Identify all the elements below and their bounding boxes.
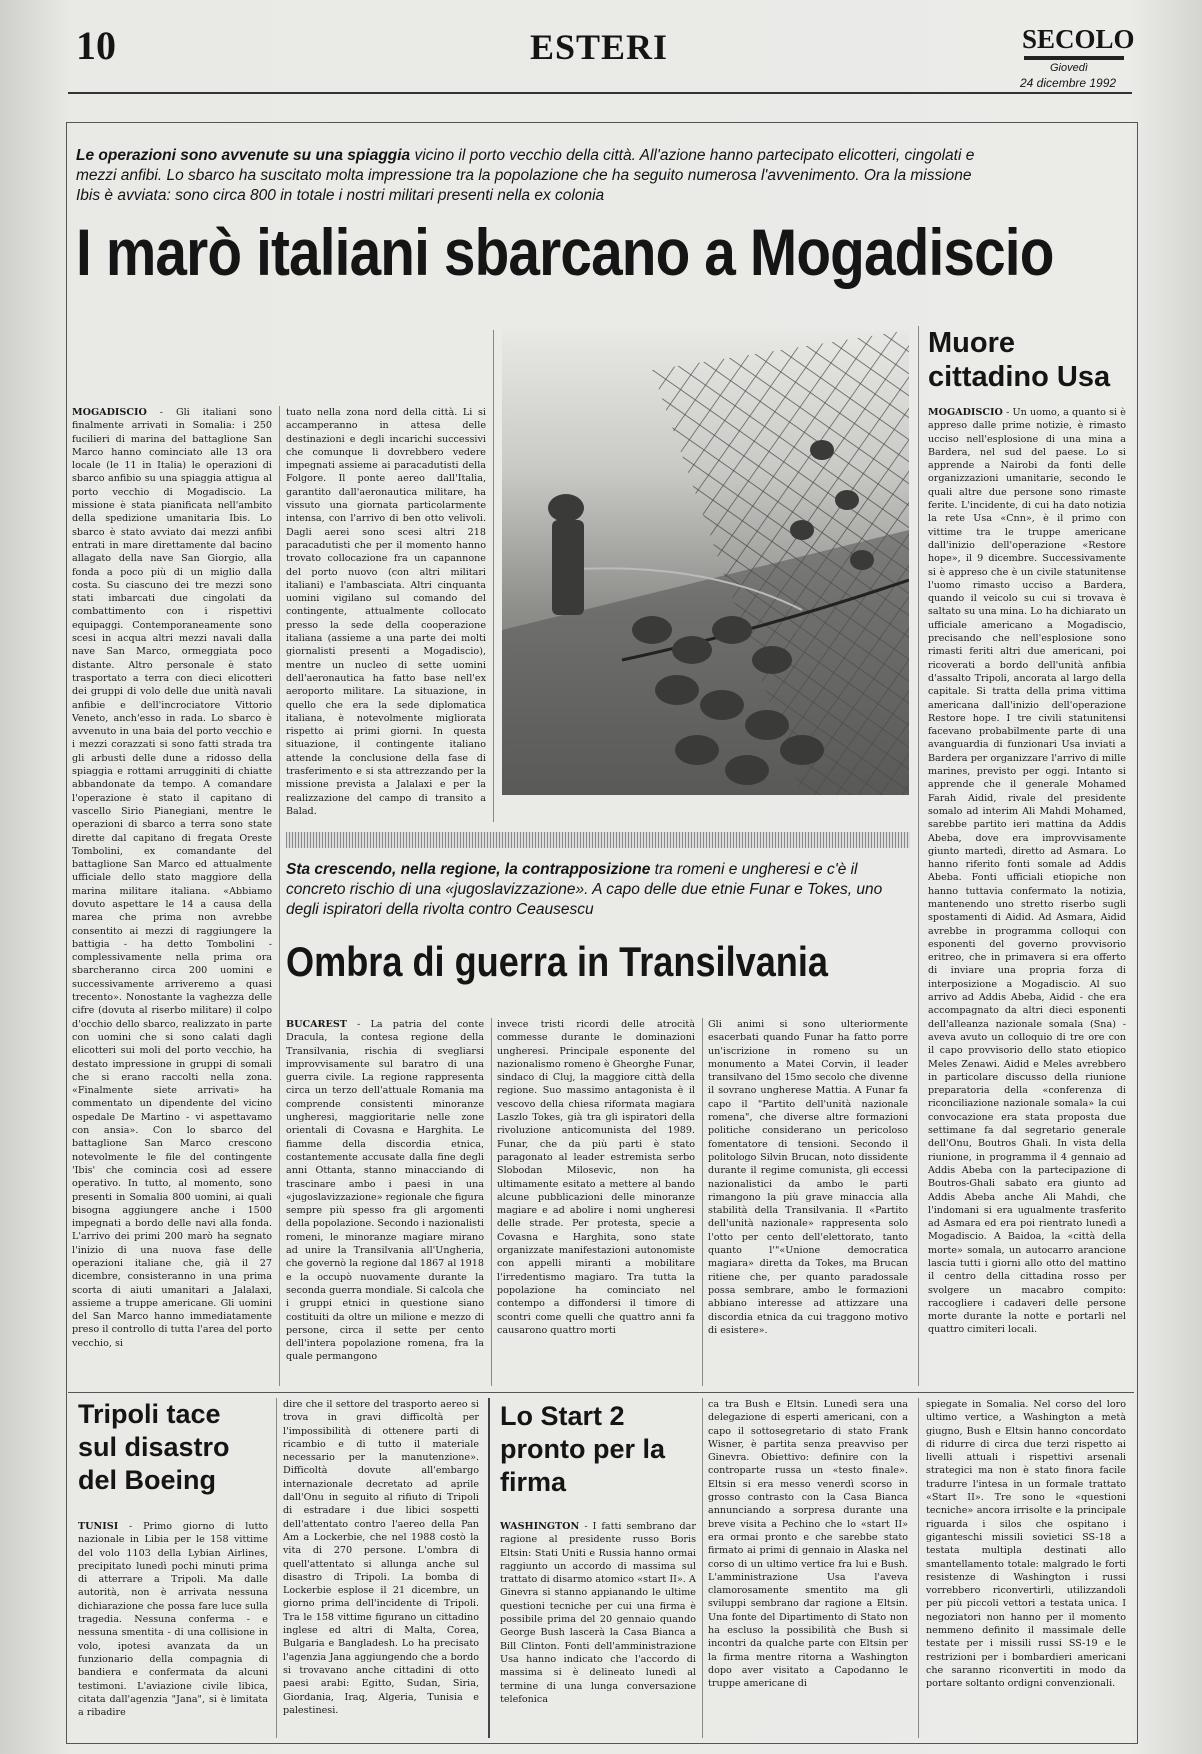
transylvania-column-1-text: - La patria del conte Dracula, la contesa regione della Transilvania, rischia di svegliarsi improvvisamente sul baratro di una guerra civile. La regione rappresenta circa un terzo dell'attuale Romania ma comprende consistenti minoranze ungheresi, maggioritarie nelle zone orientali di Covasna e Harghita. Le fiamme della discordia etnica, costantemente accusate dalla fine degli anni Ottanta, stanno minacciando di trascinare ambo i paesi in una «jugoslavizzazione» regionale che figura sempre più spesso fra gli argomenti della popolazione. Secondo i nazionalisti romeni, le minoranze magiare mirano ad unire la Transilvania all'Ungheria, che governò la regione dal 1867 al 1918 e la occupò nuovamente durante la seconda guerra mondiale. Si calcola che i gruppi etnici in questione siano costituiti da oltre un milione e mezzo di persone, circa il sette per cento dell'intera popolazione romena, fra la quale permangono <box>286 1019 484 1363</box>
lead-kicker-bold: Le operazioni sono avvenute su una spiaggia <box>76 147 411 164</box>
sidebar-usa-headline: Muore cittadino Usa <box>928 327 1111 393</box>
transylvania-column-2 <box>497 1018 695 1386</box>
transylvania-kicker <box>286 860 906 920</box>
lead-headline: I marò italiani sbarcano a Mogadiscio <box>76 215 1054 289</box>
decorative-stripe <box>286 832 910 848</box>
transylvania-kicker-rest: tra romeni e ungheresi e c'è il concreto rischio di una «jugoslavizzazione». A capo delle due etnie Funar e Tokes, uno degli ispiratori della rivolta contro Ceausescu <box>286 861 883 918</box>
issue-weekday: Giovedì <box>1050 62 1088 74</box>
start2-column-3-text: spiegate in Somalia. Nel corso del loro ultimo vertice, a Washington a metà giugno, Bush e Eltsin hanno concordato di ridurre di circa due terzi rispetto ai livelli attuali i rispettivi arsenali strategici ma non è stato finora facile tradurre l'intesa in un formale trattato «Start II». Tre sono le «questioni tecniche» ancora irrisolte e la principale riguarda i silos che ospitano i giganteschi missili sovietici SS-18 a testata multipla destinati allo smantellamento totale: malgrado le forti resistenze di Washington i russi vorrebbero riconvertirli, utilizzandoli per più piccoli vettori a testata unica. I negoziatori non hanno per il momento nemmeno definito il massimale delle testate per i missili russi SS-19 e le restrizioni per i bombardieri americani che saranno riconvertiti in modo da portare soltanto ordigni convenzionali. <box>926 1399 1126 1690</box>
start2-column-2 <box>708 1398 908 1738</box>
issue-date: 24 dicembre 1992 <box>1020 76 1117 90</box>
tripoli-headline: Tripoli tace sul disastro del Boeing <box>78 1399 230 1495</box>
tripoli-dateline: TUNISI <box>78 1521 119 1532</box>
lead-kicker <box>76 146 996 206</box>
masthead-logo: SECOLO <box>1022 24 1135 54</box>
transylvania-headline: Ombra di guerra in Transilvania <box>286 938 828 985</box>
start2-dateline: WASHINGTON <box>500 1521 580 1532</box>
tripoli-column-2 <box>283 1398 479 1738</box>
transylvania-dateline: BUCAREST <box>286 1019 347 1030</box>
lead-column-1 <box>72 406 272 1386</box>
column-divider <box>279 406 280 1386</box>
transylvania-column-1 <box>286 1018 484 1386</box>
column-divider <box>491 1018 492 1386</box>
transylvania-column-3-text: Gli animi si sono ulteriormente esacerbati quando Funar ha fatto porre un'iscrizione in romeno su un monumento a Matei Corvin, il leader transilvano del 15mo secolo che divenne il sovrano ungherese Mattia. A Funar fa capo il "Partito dell'unità nazionale romena", che diverse altre formazioni politiche considerano un pericoloso fomentatore di tensioni. Secondo il politologo Silvin Brucan, noto dissidente durante il regime comunista, gli eccessi nazionalistici da ambo le parti rimangono la più grave minaccia alla stabilità della Transilvania. Il «Partito dell'unità nazionale» rappresenta solo l'otto per cento dell'elettorato, tanto quanto l'"«Unione democratica magiara» diretta da Tokes, ma Brucan ritiene che, per quanto paradossale possa sembrare, ambo le formazioni abbiano interesse ad attizzare una discordia etnica da cui traggono motivo di esistere». <box>708 1019 908 1336</box>
page-number: 10 <box>76 23 116 68</box>
transylvania-column-2-text: invece tristi ricordi delle atrocità commesse durante le dominazioni ungheresi. Principale esponente del nazionalismo romeno è Gheorghe Funar, sindaco di Cluj, la maggiore città della regione. Suo massimo antagonista è il vescovo della chiesa riformata magiara Laszlo Tokes, già tra gli ispiratori della rivoluzione anticomunista del 1989. Funar, che da più parti è stato paragonato al leader estremista serbo Slobodan Milosevic, non ha ultimamente esitato a mettere al bando alcune pubblicazioni delle minoranze magiare e ad abolire i nomi ungheresi delle strade. Per protesta, specie a Covasna e Harghita, sono state organizzate manifestazioni autonomiste con appelli miranti a mobilitare l'irredentismo magiaro. Tra tutta la popolazione ha cominciato nel contempo a diffondersi il timore di scontri come quelli che quattro anni fa causarono quattro morti <box>497 1019 695 1336</box>
photo-illustration <box>502 330 909 795</box>
start2-column-1-text: - I fatti sembrano dar ragione al presidente russo Boris Eltsin: Stati Uniti e Russia hanno ormai raggiunto un accordo di massima sul trattato di disarmo atomico «start II». A Ginevra si stanno appianando le ultime questioni tecniche per cui una firma è possibile prima del 20 gennaio quando George Bush lascerà la Casa Bianca a Bill Clinton. Fonti dell'amministrazione Usa hanno indicato che l'accordo di massima si è delineato lunedì al termine di una lunga conversazione telefonica <box>500 1521 696 1705</box>
header-rule <box>68 92 1132 94</box>
start2-column-3 <box>926 1398 1126 1738</box>
column-divider <box>918 1398 919 1738</box>
lead-column-1-text: - Gli italiani sono finalmente arrivati in Somalia: i 250 fucilieri di marina del battaglione San Marco hanno cominciato alle 13 ora locale (le 11 in Italia) le operazioni di sbarco anfibio su una spiaggia attigua al porto vecchio di Mogadiscio. La missione è stata pianificata nell'ambito della spedizione umanitaria Ibis. Lo sbarco è stato avviato dai mezzi anfibi entrati in mare direttamente dal bacino allagato della nave San Giorgio, alla fonda a poco più di un miglio dalla costa. Su ciascuno dei tre mezzi sono stati imbarcati due cingolati da combattimento con i rispettivi equipaggi. Contemporaneamente sono scesi in acqua altri mezzi navali dalla nave San Marco, ormeggiata poco distante. Altro personale è stato trasportato a terra con dieci elicotteri dei gruppi di volo delle due unità navali anfibie e dell'incrociatore Vittorio Veneto, anch'esso in rada. Lo sbarco è avvenuto in una baia del porto vecchio e i mezzi corazzati si sono fatti strada tra gli arbusti delle dune a ridosso della spiaggia e rottami arrugginiti di chiatte abbandonate da tempo. A comandare l'operazione è stato il capitano di vascello Sirio Pianegiani, mentre le operazioni di sbarco a terra sono state dirette dal capitano di fregata Oreste Tombolini, ex comandante del battaglione San Marco ed attualmente ufficiale dello stato maggiore della marina militare italiana. «Abbiamo dovuto aspettare le 14 a causa della marea che prima non avrebbe consentito ai mezzi di raggiungere la battigia - ha detto Tombolini - complessivamente nella prima ora sbarcheranno circa 200 uomini e successivamente arriveremo a quasi trecento». Nonostante la vaghezza delle cifre (dovuta al riserbo militare) il colpo d'occhio dello sbarco, realizzato in parte con uomini che si sono calati dagli elicotteri sui moli del porto vecchio, ha destato impressione in gruppi di somali che si erano raccolti nella zona. «Finalmente siete arrivati» ha commentato un dipendente del vicino ospedale De Martino - vi aspettavamo con ansia». Con lo sbarco del battaglione San Marco crescono notevolmente le file del contingente 'Ibis' che comincia così ad essere operativo. In tutto, al momento, sono presenti in Somalia 800 uomini, ai quali bisogna aggiungere anche i 1500 impegnati a bordo delle navi alla fonda. L'arrivo dei primi 200 marò ha segnato l'inizio di una nuova fase delle operazioni italiane che, già il 27 dicembre, consisteranno in una prima scorta di aiuti umanitari a Jalalaxi, assieme a truppe americane. Gli uomini del San Marco hanno immediatamente preso il controllo di tutta l'area del porto vecchio, si <box>72 407 272 1349</box>
column-divider <box>702 1018 703 1386</box>
lead-column-2 <box>286 406 486 822</box>
tripoli-column-2-text: dire che il settore del trasporto aereo si trova in gravi difficoltà per l'impossibilità di ottenere parti di ricambio e di tutto il materiale necessario per la manutenzione». Difficoltà dovute all'embargo internazionale decretato ad aprile dall'Onu in seguito al rifiuto di Tripoli di estradare i due libici sospetti dell'attentato contro l'aereo della Pan Am a Lockerbie, che nel 1988 costò la vita di 270 persone. L'ombra di quell'attentato si allunga anche sul disastro di Tripoli. La bomba di Lockerbie esplose il 21 dicembre, un giorno prima dell'incidente di Tripoli. Tra le 158 vittime figurano un cittadino inglese ed altri di Malta, Corea, Bulgaria e Bangladesh. Lo ha precisato l'agenzia Jana aggiungendo che a bordo si trovavano anche cittadini di otto paesi arabi: Egitto, Sudan, Siria, Giordania, Iraq, Algeria, Tunisia e palestinesi. <box>283 1399 479 1716</box>
sidebar-usa-column <box>928 406 1126 1386</box>
lead-kicker-rest: vicino il porto vecchio della città. All'azione hanno partecipato elicotteri, cingolati e mezzi anfibi. Lo sbarco ha suscitato molta impressione tra la popolazione che ha seguito numerosa l'avvenimento. Ora la missione Ibis è avviata: sono circa 800 in totale i nostri militari presenti nella ex colonia <box>76 147 975 204</box>
masthead-underline <box>1024 56 1124 60</box>
column-divider <box>276 1398 277 1738</box>
transylvania-kicker-bold: Sta crescendo, nella regione, la contrapposizione <box>286 861 651 878</box>
start2-headline: Lo Start 2 pronto per la firma <box>500 1401 666 1497</box>
column-divider <box>918 326 919 1386</box>
lead-dateline: MOGADISCIO <box>72 407 147 418</box>
section-title: ESTERI <box>530 27 669 67</box>
tripoli-column-1-text: - Primo giorno di lutto nazionale in Libia per le 158 vittime del volo 1103 della Lybian Airlines, precipitato lunedì pochi minuti prima di atterrare a Tripoli. Ma dalle autorità, non è arrivata nessuna dichiarazione che possa fare luce sulla tragedia. Nessuna conferma - e nessuna smentita - di una collisione in volo, ipotesi avanzata da un funzionario della compagnia di bandiera e confermata da alcuni testimoni. L'aviazione civile libica, citata dall'agenzia "Jana", si è limitata a ribadire <box>78 1521 268 1719</box>
transylvania-column-3 <box>708 1018 908 1386</box>
start2-column-1 <box>500 1520 696 1738</box>
column-divider <box>702 1398 703 1738</box>
marines-landing-photo <box>502 330 909 795</box>
column-divider <box>493 330 494 822</box>
start2-column-2-text: ca tra Bush e Eltsin. Lunedì sera una delegazione di esperti americani, con a capo il sottosegretario di stato Frank Wisner, è partita senza preavviso per Ginevra. Obiettivo: definire con la controparte russa un «testo finale». Eltsin si era messo venerdì scorso in grosso contrasto con la Casa Bianca annunciando a sorpresa durante una breve visita a Pechino che lo «start II» era ormai pronto e che sarebbe stato firmato ai primi di gennaio in Alaska nel corso di un ultimo vertice fra lui e Bush. L'amministrazione Usa l'aveva clamorosamente smentito ma gli sviluppi sembrano dar ragione a Eltsin. Una fonte del Dipartimento di Stato non ha escluso la possibilità che Bush si incontri da qualche parte con Eltsin per la firma mentre ritorna a Washington dopo aver visitato a Capodanno le truppe americane di <box>708 1399 908 1690</box>
tripoli-column-1 <box>78 1520 268 1738</box>
bottom-section-rule <box>68 1392 1134 1393</box>
sidebar-usa-dateline: MOGADISCIO <box>928 407 1003 418</box>
sidebar-usa-text: - Un uomo, a quanto si è appreso dalle prime notizie, è rimasto ucciso nell'esplosione di una mina a Bardera, nel sud del paese. Lo si apprende a Nairobi da fonti delle organizzazioni umanitarie, secondo le quali altre due persone sono rimaste ferite. L'incidente, di cui ha dato notizia la rete Usa «Cnn», è il primo con vittime tra le truppe americane dall'inizio dell'operazione «Restore hope», il 9 dicembre. Successivamente si è appreso che è un civile statunitense l'uomo rimasto ucciso a Bardera, quando il veicolo su cui si trovava è saltato su una mina. Lo ha dichiarato un ufficiale americano a Mogadiscio, precisando che nell'esplosione sono rimasti feriti altri due americani, poi ricoverati a bordo dell'unità anfibia d'assalto Tripoli, ancorata al largo della capitale. Si tratta della prima vittima americana dall'inizio dell'operazione Restore hope. I tre civili statunitensi facevano probabilmente parte di una avanguardia di funzionari Usa inviati a Bardera per organizzare l'arrivo di mille marines, previsto per oggi. Intanto si apprende che il generale Mohamed Farah Aidid, rivale del presidente somalo ad interim Ali Mahdi Mohamed, sarebbe partito ieri mattina da Addis Abeba, dove era improvvisamente giunto martedì, diretto ad Asmara. Lo hanno riferito fonti somale ad Addis Abeba. Fonti ufficiali etiopiche non hanno tuttavia confermato la notizia, mantenendo uno stretto riserbo sugli spostamenti di Aidid. Ad Asmara, Aidid avrebbe in programma colloqui con esponenti del governo provvisorio eritreo, che in primavera si era offerto di inviare una propria forza di interposizione a Mogadiscio. Al suo arrivo ad Addis Abeba, Aidid - che era accompagnato da altri dieci esponenti dell'alleanza nazionale somala (Sna) - aveva avuto un colloquio di tre ore con il capo provvisorio dello stato etiopico Meles Zenawi. Aidid e Meles avrebbero in particolare discusso della riunione preparatoria della «conferenza di riconciliazione nazionale somala» la cui convocazione era stata proposta due settimane fa dal segretario generale dell'Onu, Boutros Ghali. In vista della riunione, in programma il 4 gennaio ad Addis Abeba con la partecipazione di Boutros-Ghali sabato era giunto ad Addis Abeba anche Ali Mahdi, che l'indomani si era ugualmente trasferito ad Asmara ed era poi rientrato lunedì a Mogadiscio. A Baidoa, la «città della morte» somala, un autocarro arancione lascia tutti i giorni allo otto del mattino il centro della cittadina rosso per svolgere un macabro compito: raccogliere i cadaveri delle persone morte durante la notte e portarli nel quattro cimiteri locali. <box>928 407 1126 1336</box>
lead-column-2-text: tuato nella zona nord della città. Li si accamperanno in attesa delle destinazioni e degli incarichi successivi che comunque li dovrebbero vedere impegnati assieme ai paracadutisti della Folgore. Il ponte aereo dall'Italia, garantito dall'aeronautica militare, ha vissuto una giornata particolarmente intensa, con l'arrivo di ben otto velivoli. Dagli aerei sono scesi altri 218 paracadutisti che per il momento hanno trovato collocazione fra un capannone del porto nuovo (con altri militari italiani) e l'ambasciata. Altri cinquanta uomini vigilano sul comando del contingente, attualmente collocato presso la sede della cooperazione italiana (assieme a una parte dei molti giornalisti presenti a Mogadiscio), mentre un nucleo di sette uomini dell'aeronautica ha fatto base nell'ex aeroporto militare. La situazione, in quello che era la sede diplomatica italiana, è notevolmente migliorata rispetto ai primi giorni. In questa situazione, il contingente italiano attende la conclusione della fase di trasferimento e si sta attrezzando per la missione prevista a Jalalaxi e per la realizzazione del campo di transito a Balad. <box>286 407 486 817</box>
column-divider <box>488 1398 490 1738</box>
